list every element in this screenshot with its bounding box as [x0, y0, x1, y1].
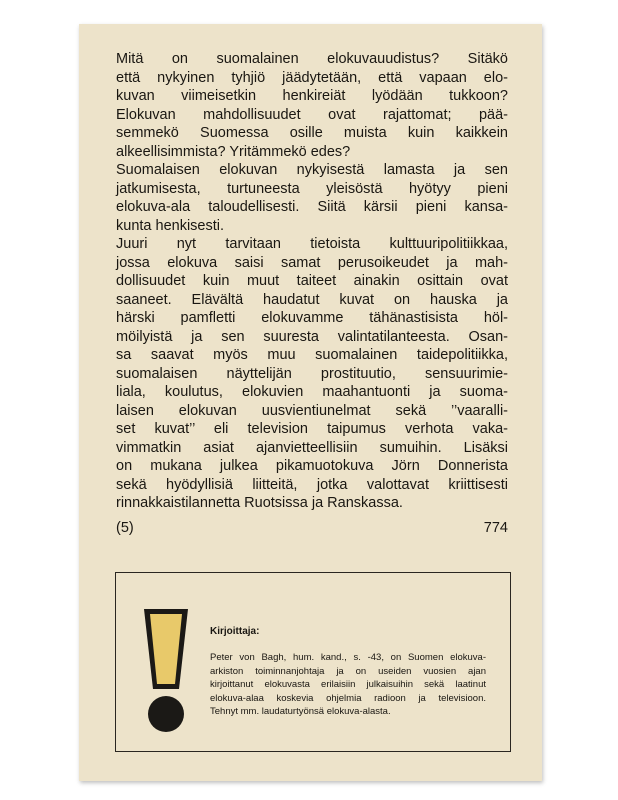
blurb-text: [116, 50, 508, 513]
text-line: jossa elokuva saisi samat perusoikeudet ja mah-: [116, 254, 508, 271]
text-line: kunta henkisesti.: [116, 217, 225, 234]
bio-line: Peter von Bagh, hum. kand., s. -43, on Suomen elokuva-: [210, 652, 486, 663]
text-line: Suomalaisen elokuvan nykyisestä lamasta ja sen: [116, 162, 508, 178]
text-line: on mukana julkea pikamuotokuva Jörn Donnerista: [116, 458, 508, 474]
blurb-paragraph: [116, 161, 508, 235]
bio-line: arkiston toiminnanjohtaja ja on useiden vuosien ajan: [210, 665, 486, 677]
text-line: sa saavat myös muu suomalainen taidepolitiikka,: [116, 347, 508, 363]
text-line: alkeellisimmista? Yritämmekö edes?: [116, 143, 351, 160]
text-line: sekä hyödyllisiä liitteitä, jotka valottavat kriittisesti: [116, 476, 508, 493]
text-line: Mitä on suomalainen elokuvauudistus? Sitäkö: [116, 51, 508, 67]
text-line: möilyistä ja sen suuresta valintatilanteesta. Osan-: [116, 328, 508, 345]
text-line: dollisuudet kuin muut taiteet ainakin osittain ovat: [116, 273, 508, 289]
text-line: set kuvat’’ eli television taipumus verhota vaka-: [116, 421, 508, 437]
author-info-box: [115, 572, 511, 752]
author-heading: Kirjoittaja:: [210, 626, 260, 637]
text-line: härski pamfletti elokuvamme tähänastisista höl-: [116, 310, 508, 326]
book-back-cover: [79, 24, 542, 781]
bio-line: kirjoittanut elokuvasta erilaisiin julkaisuihin sekä laatinut: [210, 679, 486, 690]
blurb-paragraph: [116, 235, 508, 513]
author-bio: [210, 651, 486, 719]
bio-line: elokuva-alaa koskevia ohjelmia radioon ja televisioon.: [210, 692, 486, 704]
text-line: saaneet. Elävältä haudatut kuvat on hauska ja: [116, 291, 508, 308]
text-line: suomalaisen näyttelijän prostituutio, sensuurimie-: [116, 365, 508, 382]
text-line: elokuva-ala taloudellisesti. Siitä kärsii pieni kansa-: [116, 199, 508, 215]
text-line: liala, koulutus, elokuvien maahantuonti ja suoma-: [116, 384, 508, 400]
catalog-number: 774: [483, 520, 508, 536]
text-line: semmekö Suomessa osille muista kuin kaikkein: [116, 125, 508, 141]
text-line: laisen elokuvan uusvientiunelmat sekä ’’vaaralli-: [116, 402, 508, 419]
text-line: rinnakkaistilannetta Ruotsissa ja Ranskassa.: [116, 495, 403, 511]
text-line: vimmatkin asiat ajanvietteellisiin sumuihin. Lisäksi: [116, 439, 508, 456]
cover-footer: [116, 520, 508, 536]
blurb-paragraph: [116, 50, 508, 161]
series-number: (5): [116, 520, 134, 536]
text-line: Juuri nyt tarvitaan tietoista kulttuuripolitiikkaa,: [116, 236, 508, 252]
exclamation-mark-icon: [136, 601, 196, 736]
text-line: kuvan viimeisetkin henkireiät lyödään tukkoon?: [116, 88, 508, 104]
bio-line: Tehnyt mm. laudaturtyönsä elokuva-alasta.: [210, 706, 391, 717]
text-line: jatkumisesta, turtuneesta yleisöstä hyötyy pieni: [116, 180, 508, 197]
text-line: Elokuvan mahdollisuudet ovat rajattomat; pää-: [116, 106, 508, 123]
text-line: että nykyinen tyhjiö jäädytetään, että vapaan elo-: [116, 69, 508, 86]
